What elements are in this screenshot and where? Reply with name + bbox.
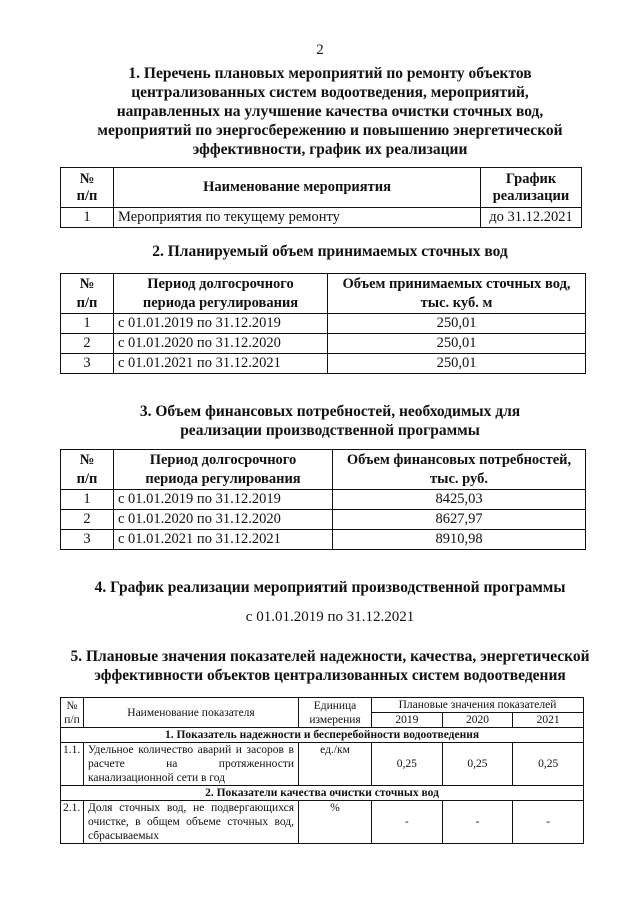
group-treatment-quality: 2. Показатели качества очистки сточных вод <box>61 786 584 801</box>
col-schedule-header: График реализации <box>481 168 582 208</box>
col-num-header: № п/п <box>61 698 84 728</box>
col-planned-header: Плановые значения показателей <box>372 698 584 713</box>
section1-title-line: эффективности, график их реализации <box>192 141 468 158</box>
group-reliability: 1. Показатель надежности и бесперебойности водоотведения <box>61 728 584 743</box>
section1-title-line: централизованных систем водоотведения, мероприятий, <box>131 84 529 101</box>
col-finance-header: Объем финансовых потребностей, тыс. руб. <box>333 450 586 490</box>
col-year-2020: 2020 <box>442 713 513 728</box>
col-year-2021: 2021 <box>513 713 584 728</box>
page-number: 2 <box>316 42 324 58</box>
section1-title-line: 1. Перечень плановых мероприятий по ремонту объектов <box>128 65 532 82</box>
section4-title: 4. График реализации мероприятий производственной программы <box>94 579 566 596</box>
table-row: 1 с 01.01.2019 по 31.12.2019 250,01 <box>61 314 586 334</box>
financial-needs-table <box>60 449 586 550</box>
table-row: 2 с 01.01.2020 по 31.12.2020 8627,97 <box>61 510 586 530</box>
table-row: 3 с 01.01.2021 по 31.12.2021 250,01 <box>61 354 586 374</box>
table-row: 2.1. Доля сточных вод, не подвергающихся очистке, в общем объеме сточных вод, сбрасываемых % - - - <box>61 801 584 844</box>
col-name-header: Наименование показателя <box>84 698 299 728</box>
col-volume-header: Объем принимаемых сточных вод, тыс. куб. м <box>328 274 586 314</box>
col-num-header: № п/п <box>61 274 114 314</box>
section2-title: 2. Планируемый объем принимаемых сточных вод <box>152 243 508 260</box>
col-name-header: Наименование мероприятия <box>114 168 481 208</box>
col-num-header: № п/п <box>61 450 114 490</box>
col-period-header: Период долгосрочного периода регулирования <box>114 274 328 314</box>
table-row: 1 Мероприятия по текущему ремонту до 31.12.2021 <box>61 208 582 228</box>
col-num-header: № п/п <box>61 168 114 208</box>
section1-title-line: направленных на улучшение качества очистки сточных вод, <box>116 103 544 120</box>
col-year-2019: 2019 <box>372 713 443 728</box>
section3-title: 3. Объем финансовых потребностей, необходимых для реализации производственной программы <box>139 403 521 439</box>
table-row: 3 с 01.01.2021 по 31.12.2021 8910,98 <box>61 530 586 550</box>
wastewater-volume-table <box>60 273 586 374</box>
section1-title-line: мероприятий по энергосбережению и повышению энергетической <box>97 122 563 139</box>
activities-table <box>60 167 582 228</box>
col-period-header: Период долгосрочного периода регулирования <box>114 450 333 490</box>
table-row: 2 с 01.01.2020 по 31.12.2020 250,01 <box>61 334 586 354</box>
col-unit-header: Единица измерения <box>299 698 372 728</box>
section4-period: с 01.01.2019 по 31.12.2021 <box>245 609 415 625</box>
table-row: 1 с 01.01.2019 по 31.12.2019 8425,03 <box>61 490 586 510</box>
section5-title: 5. Плановые значения показателей надежности, качества, энергетической эффективности объектов централизованных систем водоотведения <box>70 648 590 684</box>
section1-title <box>40 64 620 159</box>
table-row: 1.1. Удельное количество аварий и засоров в расчете на протяженности канализационной сети в год ед./км 0,25 0,25 0,25 <box>61 743 584 786</box>
indicators-table <box>60 697 584 844</box>
